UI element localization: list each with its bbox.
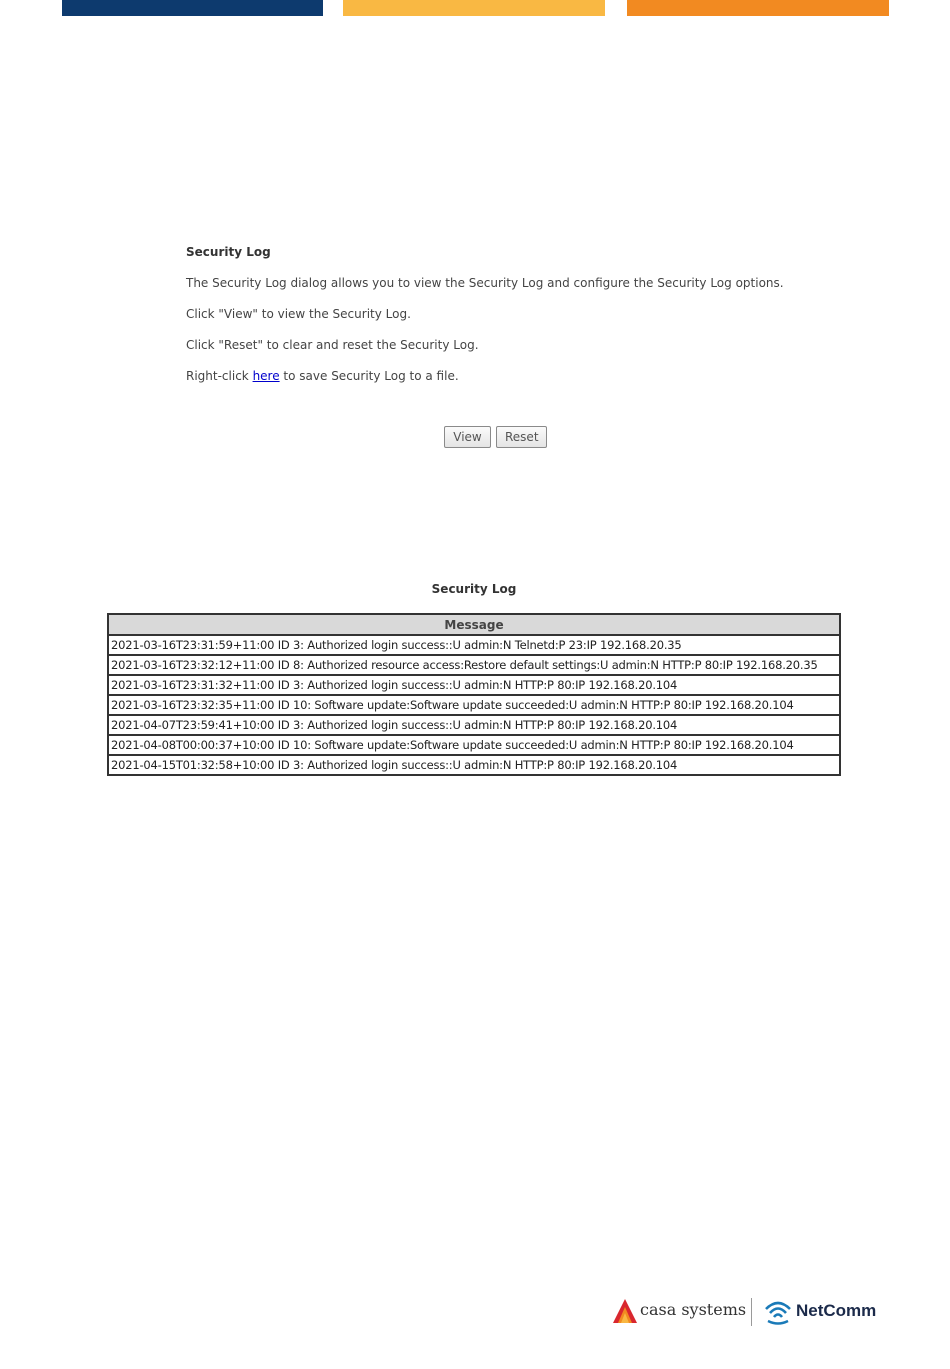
table-header-row — [108, 614, 840, 635]
save-hint-suffix: to save Security Log to a file. — [279, 369, 459, 383]
log-message: 2021-03-16T23:32:12+11:00 ID 8: Authorized resource access:Restore default settings:U admin:N HTTP:P 80:IP 192.168.20.35 — [108, 655, 840, 675]
netcomm-logo-text: NetComm — [796, 1301, 877, 1320]
logo-divider — [751, 1298, 752, 1326]
log-message: 2021-03-16T23:32:35+11:00 ID 10: Software update:Software update succeeded:U admin:N HTTP:P 80:IP 192.168.20.104 — [108, 695, 840, 715]
casa-systems-logo-text: casa systems — [640, 1300, 747, 1319]
log-section-title: Security Log — [431, 582, 517, 596]
description-text: The Security Log dialog allows you to view the Security Log and configure the Security Log options. — [186, 276, 784, 290]
table-row — [108, 715, 840, 735]
table-row — [108, 675, 840, 695]
log-message: 2021-04-15T01:32:58+10:00 ID 3: Authorized login success::U admin:N HTTP:P 80:IP 192.168.20.104 — [108, 755, 840, 775]
table-row — [108, 635, 840, 655]
footer-logos — [612, 1296, 882, 1328]
save-hint-text — [186, 368, 866, 384]
log-message: 2021-04-08T00:00:37+10:00 ID 10: Software update:Software update succeeded:U admin:N HTTP:P 80:IP 192.168.20.104 — [108, 735, 840, 755]
page-title: Security Log — [186, 245, 271, 259]
security-log-table — [107, 613, 841, 776]
log-message: 2021-03-16T23:31:59+11:00 ID 3: Authorized login success::U admin:N Telnetd:P 23:IP 192.168.20.35 — [108, 635, 840, 655]
header-bar-yellow — [343, 0, 605, 16]
security-log-intro — [186, 244, 866, 399]
reset-hint-text: Click "Reset" to clear and reset the Security Log. — [186, 338, 479, 352]
save-log-link[interactable]: here — [252, 369, 280, 383]
netcomm-wifi-icon — [764, 1299, 792, 1325]
header-bar-navy — [62, 0, 323, 16]
reset-button[interactable]: Reset — [496, 426, 547, 448]
view-hint-text: Click "View" to view the Security Log. — [186, 307, 411, 321]
log-message: 2021-03-16T23:31:32+11:00 ID 3: Authorized login success::U admin:N HTTP:P 80:IP 192.168.20.104 — [108, 675, 840, 695]
table-row — [108, 655, 840, 675]
table-row — [108, 755, 840, 775]
message-column-header: Message — [108, 614, 840, 635]
log-message: 2021-04-07T23:59:41+10:00 ID 3: Authorized login success::U admin:N HTTP:P 80:IP 192.168.20.104 — [108, 715, 840, 735]
casa-triangle-icon — [612, 1298, 638, 1324]
view-button[interactable]: View — [444, 426, 491, 448]
header-bar-orange — [627, 0, 889, 16]
table-row — [108, 735, 840, 755]
button-group — [444, 426, 547, 448]
save-hint-prefix: Right-click — [186, 369, 253, 383]
table-row — [108, 695, 840, 715]
